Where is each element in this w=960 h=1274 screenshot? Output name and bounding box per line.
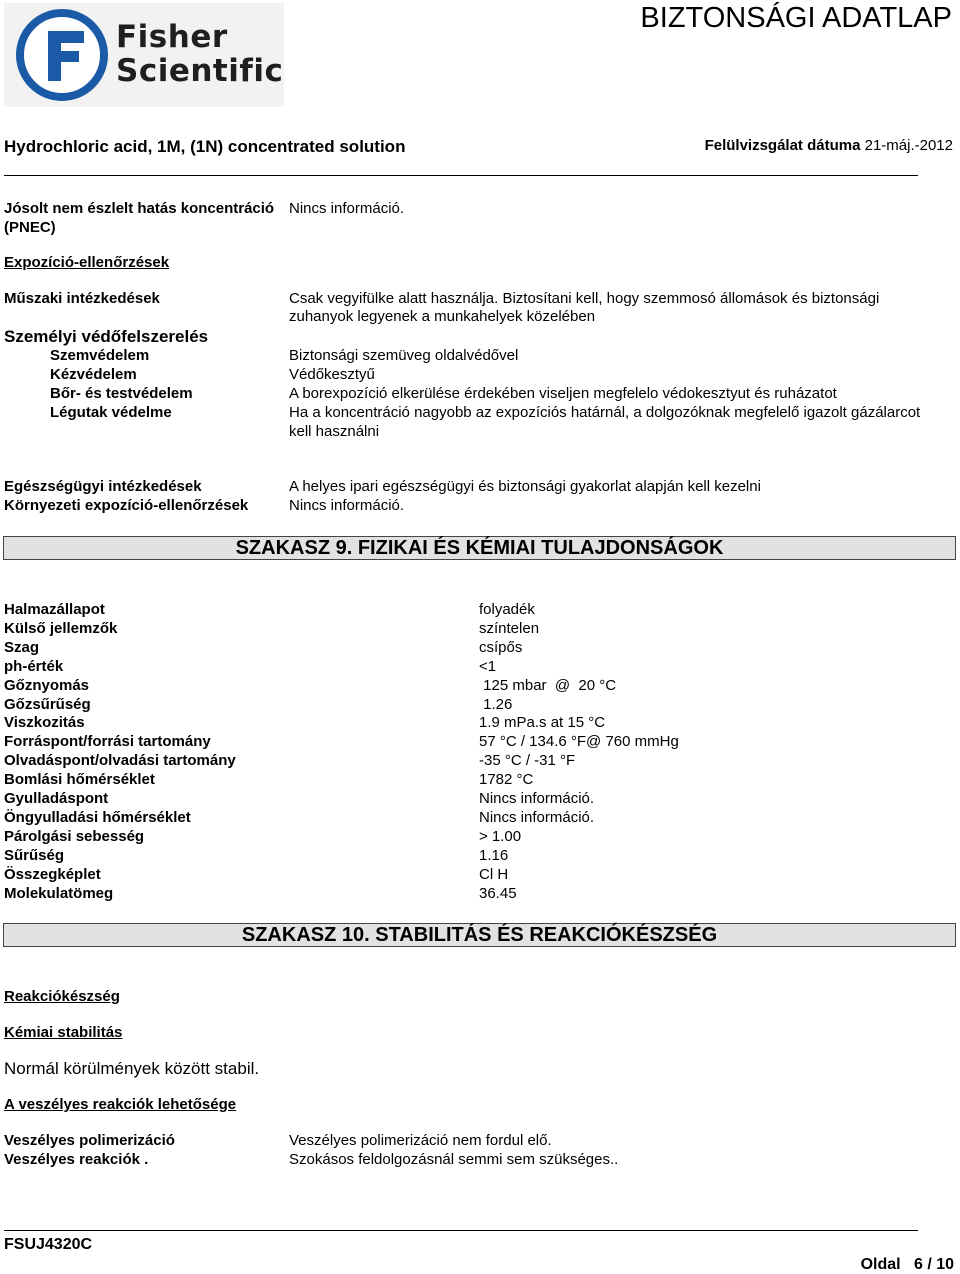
header-divider xyxy=(4,175,918,176)
property-label: Összegképlet xyxy=(4,866,101,883)
hand-protection-value: Védőkesztyű xyxy=(289,366,375,383)
exposure-heading: Expozíció-ellenőrzések xyxy=(4,254,170,271)
property-value: 125 mbar @ 20 °C xyxy=(479,677,617,694)
property-label: Gyulladáspont xyxy=(4,790,109,807)
hygiene-value: A helyes ipari egészségügyi és biztonsági gyakorlat alapján kell kezelni xyxy=(289,478,761,495)
hand-protection-label: Kézvédelem xyxy=(50,366,137,383)
page-number: 6 / 10 xyxy=(913,1256,954,1273)
reactivity-heading: Reakciókészség xyxy=(4,988,120,1005)
property-value: > 1.00 xyxy=(479,828,522,845)
fisher-scientific-logo xyxy=(4,3,284,107)
property-label: ph-érték xyxy=(4,658,64,675)
page-indicator xyxy=(861,1256,954,1274)
property-value: színtelen xyxy=(479,620,540,637)
property-value: Nincs információ. xyxy=(479,809,595,826)
section9-title: SZAKASZ 9. FIZIKAI ÉS KÉMIAI TULAJDONSÁGOK xyxy=(235,537,724,559)
property-value: 57 °C / 134.6 °F@ 760 mmHg xyxy=(479,733,679,750)
skin-protection-label: Bőr- és testvédelem xyxy=(50,385,193,402)
revision-date xyxy=(705,137,953,154)
respiratory-protection-line1: Ha a koncentráció nagyobb az expozíciós határnál, a dolgozóknak megfelelő igazolt gázálarcot xyxy=(289,404,921,421)
respiratory-protection-label: Légutak védelme xyxy=(50,404,172,421)
property-label: Bomlási hőmérséklet xyxy=(4,771,155,788)
polymerization-label: Veszélyes polimerizáció xyxy=(4,1132,175,1149)
hazardous-reactions-value: Szokásos feldolgozásnál semmi sem szükséges.. xyxy=(289,1151,619,1168)
property-value: 1782 °C xyxy=(479,771,534,788)
pnec-label-line1: Jósolt nem észlelt hatás koncentráció xyxy=(4,200,275,217)
property-value: folyadék xyxy=(479,601,535,618)
property-label: Szag xyxy=(4,639,40,656)
logo-line2: Scientific xyxy=(116,53,284,89)
property-value: csípős xyxy=(479,639,523,656)
hazardous-reactions-heading: A veszélyes reakciók lehetősége xyxy=(4,1096,237,1113)
property-label: Öngyulladási hőmérséklet xyxy=(4,809,191,826)
document-code: FSUJ4320C xyxy=(4,1236,93,1253)
technical-line2: zuhanyok legyenek a munkahelyek közelében xyxy=(289,308,596,325)
property-value: <1 xyxy=(479,658,497,675)
product-name: Hydrochloric acid, 1M, (1N) concentrated solution xyxy=(4,137,406,156)
property-value: 1.26 xyxy=(479,696,513,713)
technical-line1: Csak vegyifülke alatt használja. Biztosítani kell, hogy szemmosó állomások és biztonsági xyxy=(289,290,880,307)
revision-label: Felülvizsgálat dátuma xyxy=(704,137,861,154)
property-label: Olvadáspont/olvadási tartomány xyxy=(4,752,236,769)
property-label: Forráspont/forrási tartomány xyxy=(4,733,211,750)
page-label: Oldal xyxy=(860,1256,901,1273)
document-title: BIZTONSÁGI ADATLAP xyxy=(640,2,952,34)
property-label: Párolgási sebesség xyxy=(4,828,145,845)
property-value: 1.16 xyxy=(479,847,509,864)
polymerization-value: Veszélyes polimerizáció nem fordul elő. xyxy=(289,1132,552,1149)
property-label: Viszkozitás xyxy=(4,714,85,731)
respiratory-protection-line2: kell használni xyxy=(289,423,380,440)
environmental-exposure-value: Nincs információ. xyxy=(289,497,405,514)
technical-label: Műszaki intézkedések xyxy=(4,290,160,307)
section10-header xyxy=(3,923,956,947)
revision-value: 21-máj.-2012 xyxy=(864,137,953,154)
property-value: Cl H xyxy=(479,866,509,883)
stability-text: Normál körülmények között stabil. xyxy=(4,1059,260,1078)
property-label: Sűrűség xyxy=(4,847,65,864)
environmental-exposure-label: Környezeti expozíció-ellenőrzések xyxy=(4,497,249,514)
section10-title: SZAKASZ 10. STABILITÁS ÉS REAKCIÓKÉSZSÉG xyxy=(241,924,718,946)
property-value: 1.9 mPa.s at 15 °C xyxy=(479,714,606,731)
logo-f-icon xyxy=(16,9,108,101)
property-value: 36.45 xyxy=(479,885,517,902)
eye-protection-label: Szemvédelem xyxy=(50,347,150,364)
hygiene-label: Egészségügyi intézkedések xyxy=(4,478,202,495)
property-value: -35 °C / -31 °F xyxy=(479,752,576,769)
logo-line1: Fisher xyxy=(116,19,228,55)
section9-header xyxy=(3,536,956,560)
skin-protection-value: A borexpozíció elkerülése érdekében viseljen megfelelo védokesztyut és ruházatot xyxy=(289,385,837,402)
pnec-label-line2: (PNEC) xyxy=(4,219,56,236)
property-value: Nincs információ. xyxy=(479,790,595,807)
stability-heading: Kémiai stabilitás xyxy=(4,1024,123,1041)
property-label: Gőzsűrűség xyxy=(4,696,91,713)
eye-protection-value: Biztonsági szemüveg oldalvédővel xyxy=(289,347,519,364)
property-label: Molekulatömeg xyxy=(4,885,114,902)
property-label: Halmazállapot xyxy=(4,601,105,618)
property-label: Külső jellemzők xyxy=(4,620,118,637)
ppe-heading: Személyi védőfelszerelés xyxy=(4,327,209,346)
footer-divider xyxy=(4,1230,918,1231)
property-label: Gőznyomás xyxy=(4,677,90,694)
hazardous-reactions-label: Veszélyes reakciók . xyxy=(4,1151,149,1168)
pnec-value: Nincs információ. xyxy=(289,200,405,217)
